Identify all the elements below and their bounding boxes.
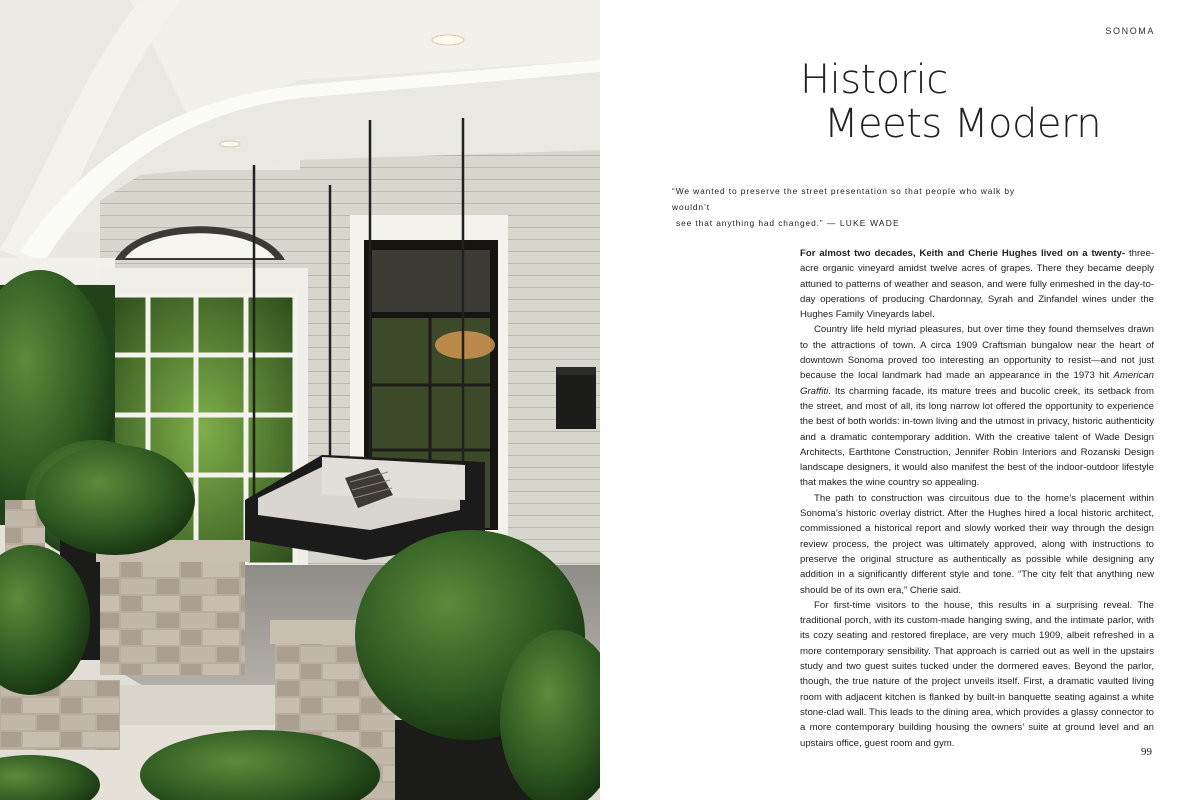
paragraph-1-text: three-acre organic vineyard amidst twelve acres of grapes. There they became deeply attuned to patterns of weather and season, and were fully enmeshed in the day-to-day operations of producing Chardonnay, Syrah and Zinfandel wines under the Hughes Family Vineyards label. — [800, 248, 1154, 321]
pull-quote — [672, 183, 1052, 231]
pull-quote-line-1: “We wanted to preserve the street presentation so that people who walk by wouldn’t — [672, 186, 1016, 212]
pull-quote-text: see that anything had changed.” — [676, 218, 824, 228]
pull-quote-line-2 — [672, 215, 1052, 231]
pull-quote-attribution: — LUKE WADE — [826, 218, 900, 228]
paragraph-2 — [800, 322, 1154, 490]
film-title: American Graffiti — [800, 370, 1154, 397]
paragraph-1 — [800, 246, 1154, 322]
paragraph-2-text-a: Country life held myriad pleasures, but over time they found themselves drawn to the attractions of town. A circa 1909 Craftsman bungalow near the heart of downtown Sonoma proved too interesting an opportunity to resist—and not just because the local landmark had made an appearance in the 1973 hit — [800, 324, 1154, 382]
article-title — [800, 58, 1101, 146]
paragraph-3: The path to construction was circuitous due to the home’s placement within Sonoma’s historic overlay district. After the Hughes hired a local historic architect, commissioned a historical report and slowly worked their way through the design review process, the project was ultimately approved, along with instructions to preserve the original structure as authentically as possible while designing any addition in a significantly different style and tone. “The city felt that anything new should be of its own era,” Cherie said. — [800, 492, 1154, 596]
text-page — [600, 0, 1200, 800]
article-body — [800, 246, 1154, 751]
paragraph-2-text-b: . Its charming facade, its mature trees and bucolic creek, its setback from the street, and most of all, its long narrow lot offered the opportunity to experience the best of both worlds: in-town living and the utmost in privacy, historic authenticity and a dramatic contemporary addition. With the creative talent of Wade Design Architects, Earthtone Construction, Jennifer Robin Interiors and Rozanski Design landscape designers, it would also manifest the best of the indoor-outdoor lifestyle that makes the wine country so appealing. — [800, 385, 1154, 489]
running-head: SONOMA — [1105, 26, 1155, 36]
lead-in: For almost two decades, Keith and Cherie Hughes lived on a twenty- — [800, 248, 1126, 259]
page-number: 99 — [1141, 746, 1152, 758]
title-line-2: Meets Modern — [824, 101, 1102, 147]
title-line-1: Historic — [800, 57, 948, 103]
paragraph-4: For first-time visitors to the house, this results in a surprising reveal. The traditional porch, with its custom-made hanging swing, and the intimate parlor, with its cozy seating and restored fireplace, are very much 1909, albeit refreshed in a more contemporary sensibility. That approach is carried out as well in the upstairs study and two guest suites tucked under the dormered eaves. Beyond the parlor, though, the true nature of the project unveils itself. First, a dramatic vaulted living room with adjacent kitchen is flanked by built-in banquette seating against a white stone-clad wall. This leads to the dining area, which provides a glassy connector to a more contemporary building housing the owners’ suite at ground level and an upstairs office, guest room and gym. — [800, 599, 1154, 749]
